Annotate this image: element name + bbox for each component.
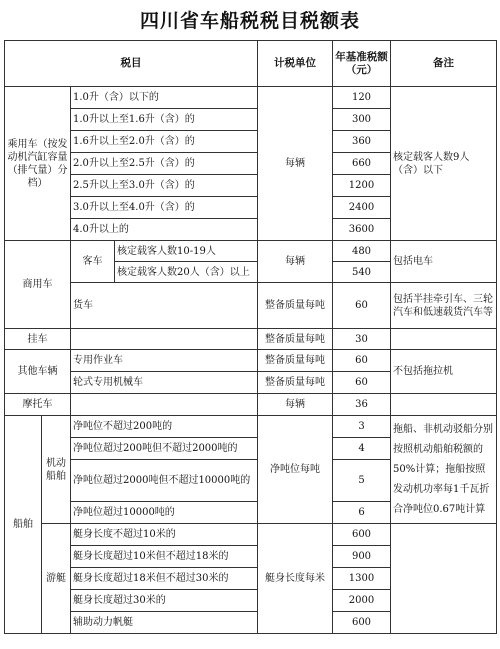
motor-amount: 6: [333, 502, 391, 524]
other-desc: 轮式专用机械车: [71, 372, 258, 394]
passenger-desc: 1.0升（含）以下的: [71, 87, 258, 109]
motorcycle-amount: 36: [333, 394, 391, 416]
bus-note: 包括电车: [391, 241, 497, 283]
passenger-amount: 1200: [333, 175, 391, 197]
yacht-desc: 辅助动力帆艇: [71, 612, 258, 634]
other-unit: 整备质量每吨: [258, 350, 333, 372]
bus-label: 客车: [71, 241, 115, 283]
yacht-desc: 艇身长度超过30米的: [71, 590, 258, 612]
passenger-amount: 360: [333, 131, 391, 153]
table-row: [5, 416, 497, 438]
motor-desc: 净吨位超过2000吨但不超过10000吨的: [71, 460, 258, 502]
bus-amount: 540: [333, 262, 391, 283]
trailer-unit: 整备质量每吨: [258, 329, 333, 350]
other-desc: 专用作业车: [71, 350, 258, 372]
yacht-desc: 艇身长度不超过10米的: [71, 524, 258, 546]
vessels-label: 船舶: [5, 416, 42, 634]
header-item: 税目: [5, 41, 258, 87]
motor-note: 拖船、非机动驳船分别按照机动船舶税额的50%计算；拖船按照发动机功率每1千瓦折合净吨位0.67吨计算: [391, 416, 497, 524]
passenger-desc: 2.5升以上至3.0升（含）的: [71, 175, 258, 197]
commercial-label: 商用车: [5, 241, 71, 329]
motor-desc: 净吨位超过200吨但不超过2000吨的: [71, 438, 258, 460]
yacht-unit: 艇身长度每米: [258, 524, 333, 634]
motorcycle-desc: [71, 394, 258, 416]
other-note: 不包括拖拉机: [391, 350, 497, 394]
passenger-desc: 3.0升以上至4.0升（含）的: [71, 197, 258, 219]
passenger-desc: 4.0升以上的: [71, 219, 258, 241]
bus-unit: 每辆: [258, 241, 333, 283]
trailer-label: 挂车: [5, 329, 71, 350]
yacht-desc: 艇身长度超过18米但不超过30米的: [71, 568, 258, 590]
table-row: [5, 350, 497, 372]
header-row: [5, 41, 497, 87]
passenger-amount: 2400: [333, 197, 391, 219]
other-unit: 整备质量每吨: [258, 372, 333, 394]
motor-amount: 3: [333, 416, 391, 438]
truck-note: 包括半挂牵引车、三轮汽车和低速载货汽车等: [391, 283, 497, 329]
header-unit: 计税单位: [258, 41, 333, 87]
passenger-desc: 1.0升以上至1.6升（含）的: [71, 109, 258, 131]
tax-table: [4, 40, 497, 634]
yacht-amount: 600: [333, 524, 391, 546]
passenger-amount: 3600: [333, 219, 391, 241]
motor-amount: 5: [333, 460, 391, 502]
table-row: [5, 524, 497, 546]
yacht-amount: 900: [333, 546, 391, 568]
truck-label: 货车: [71, 283, 258, 329]
other-amount: 60: [333, 350, 391, 372]
motor-desc: 净吨位不超过200吨的: [71, 416, 258, 438]
header-note: 备注: [391, 41, 497, 87]
motorcycle-label: 摩托车: [5, 394, 71, 416]
bus-amount: 480: [333, 241, 391, 262]
trailer-amount: 30: [333, 329, 391, 350]
passenger-desc: 2.0升以上至2.5升（含）的: [71, 153, 258, 175]
table-row: [5, 241, 497, 262]
yacht-label: 游艇: [42, 524, 71, 634]
motor-desc: 净吨位超过10000吨的: [71, 502, 258, 524]
page-title: 四川省车船税税目税额表: [139, 10, 360, 32]
header-amount: 年基准税额（元）: [333, 41, 391, 87]
other-amount: 60: [333, 372, 391, 394]
table-row: [5, 283, 497, 329]
bus-desc: 核定载客人数20人（含）以上: [115, 262, 258, 283]
table-row: [5, 329, 497, 350]
passenger-desc: 1.6升以上至2.0升（含）的: [71, 131, 258, 153]
table-row: [5, 87, 497, 109]
trailer-desc: [71, 329, 258, 350]
motorcycle-note: [391, 394, 497, 416]
table-row: [5, 394, 497, 416]
other-label: 其他车辆: [5, 350, 71, 394]
yacht-note: [391, 524, 497, 634]
yacht-amount: 2000: [333, 590, 391, 612]
truck-unit: 整备质量每吨: [258, 283, 333, 329]
trailer-note: [391, 329, 497, 350]
yacht-amount: 600: [333, 612, 391, 634]
bus-desc: 核定载客人数10-19人: [115, 241, 258, 262]
passenger-amount: 120: [333, 87, 391, 109]
truck-amount: 60: [333, 283, 391, 329]
passenger-label: 乘用车（按发动机汽缸容量（排气量）分档）: [5, 87, 71, 241]
motor-label: 机动船舶: [42, 416, 71, 524]
yacht-amount: 1300: [333, 568, 391, 590]
motor-unit: 净吨位每吨: [258, 416, 333, 524]
passenger-note: 核定载客人数9人（含）以下: [391, 87, 497, 241]
passenger-unit: 每辆: [258, 87, 333, 241]
motorcycle-unit: 每辆: [258, 394, 333, 416]
yacht-desc: 艇身长度超过10米但不超过18米的: [71, 546, 258, 568]
motor-amount: 4: [333, 438, 391, 460]
passenger-amount: 300: [333, 109, 391, 131]
passenger-amount: 660: [333, 153, 391, 175]
